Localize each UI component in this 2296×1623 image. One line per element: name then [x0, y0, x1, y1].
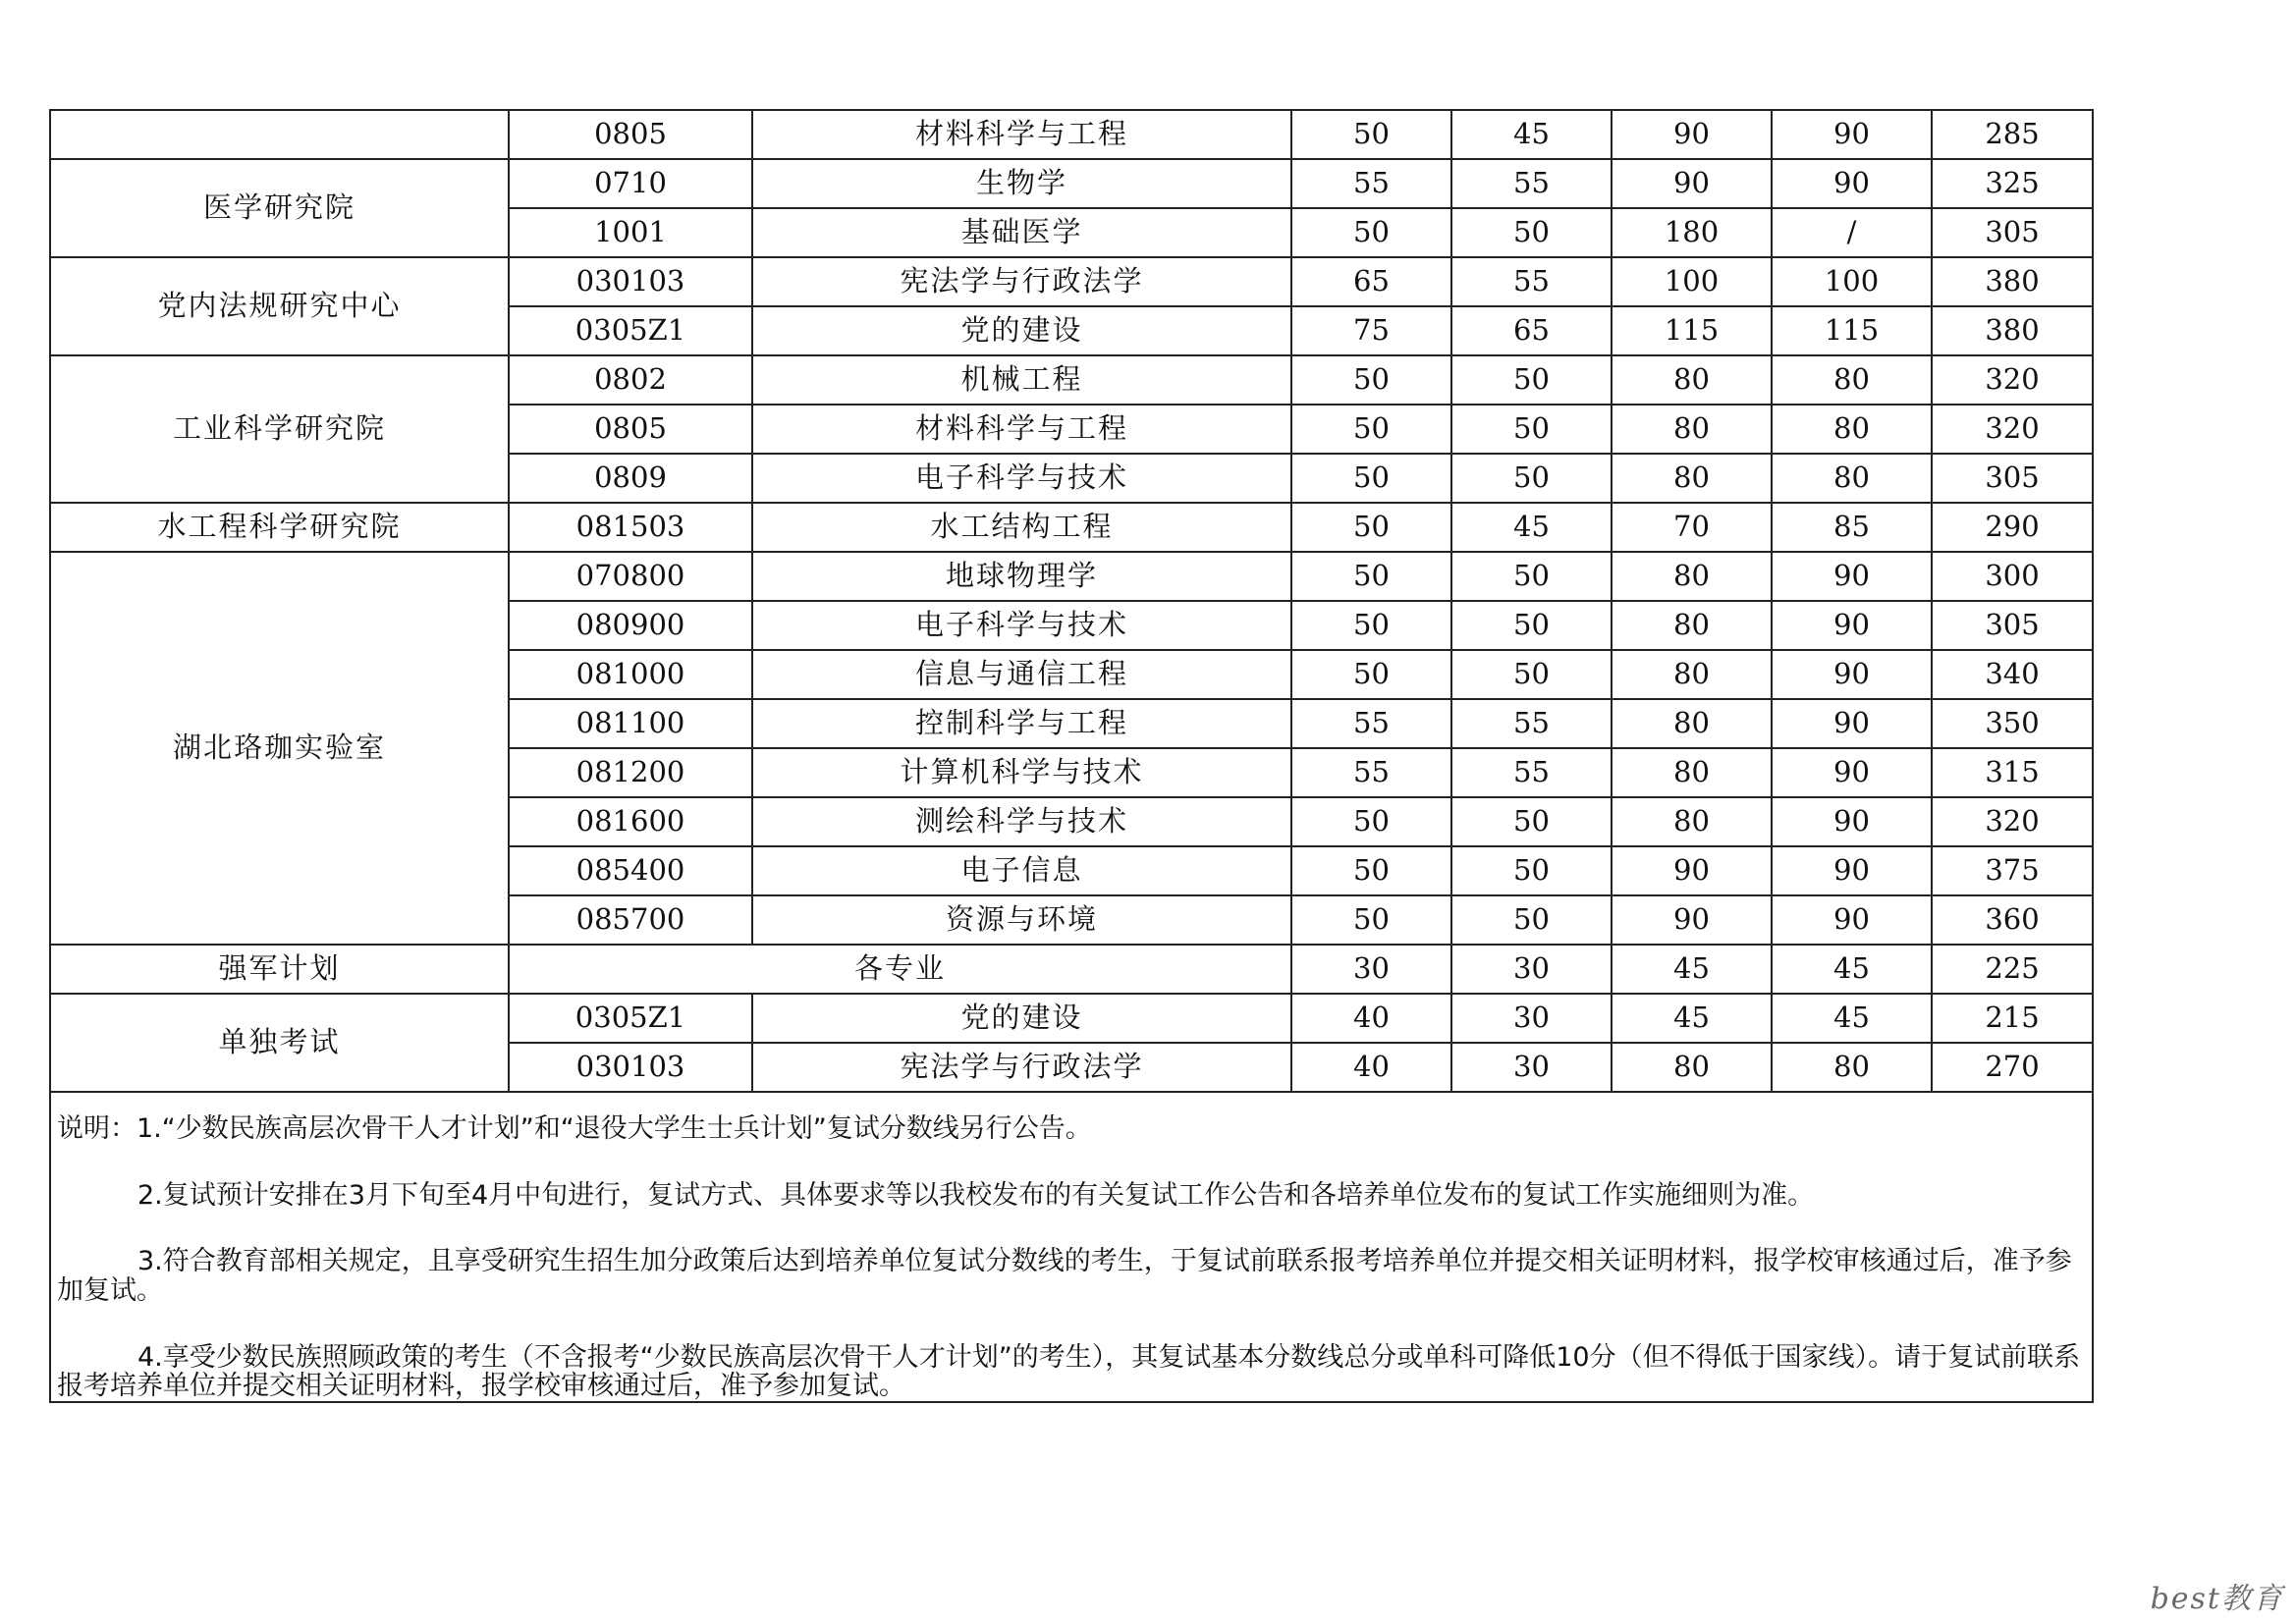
- score-cell: 30: [1451, 945, 1612, 994]
- score-cell: 50: [1451, 552, 1612, 601]
- score-cell: 50: [1291, 846, 1451, 895]
- note-3: 3.符合教育部相关规定，且享受研究生招生加分政策后达到培养单位复试分数线的考生，于复试前联系报考培养单位并提交相关证明材料，报学校审核通过后，准予参加复试。: [57, 1246, 2072, 1307]
- total-cell: 305: [1932, 454, 2093, 503]
- score-cell: 55: [1291, 159, 1451, 208]
- unit-cell: 工业科学研究院: [50, 355, 509, 503]
- score-cell: 100: [1612, 257, 1772, 306]
- score-cell: 115: [1772, 306, 1932, 355]
- score-cell: 50: [1291, 110, 1451, 159]
- score-cell: 90: [1772, 110, 1932, 159]
- score-cell: 90: [1772, 797, 1932, 846]
- total-cell: 380: [1932, 306, 2093, 355]
- score-cell: 50: [1291, 552, 1451, 601]
- score-cell: 55: [1291, 748, 1451, 797]
- score-cell: 90: [1612, 159, 1772, 208]
- total-cell: 215: [1932, 994, 2093, 1043]
- score-cell: 90: [1772, 699, 1932, 748]
- major-cell: 党的建设: [752, 306, 1291, 355]
- code-cell: 085700: [509, 895, 752, 945]
- score-cell: 80: [1612, 748, 1772, 797]
- total-cell: 300: [1932, 552, 2093, 601]
- score-cell: 180: [1612, 208, 1772, 257]
- unit-cell: 水工程科学研究院: [50, 503, 509, 552]
- table-row: [50, 945, 2093, 994]
- score-cell: 50: [1291, 405, 1451, 454]
- notes-cell: [50, 1092, 2093, 1402]
- total-cell: 325: [1932, 159, 2093, 208]
- total-cell: 375: [1932, 846, 2093, 895]
- score-cell: 55: [1451, 159, 1612, 208]
- score-cell: 80: [1612, 797, 1772, 846]
- score-cell: 50: [1291, 650, 1451, 699]
- major-cell: 电子科学与技术: [752, 601, 1291, 650]
- code-cell: 030103: [509, 257, 752, 306]
- major-cell: 材料科学与工程: [752, 405, 1291, 454]
- code-cell: 0710: [509, 159, 752, 208]
- notes-row: [50, 1092, 2093, 1402]
- table-row: [50, 552, 2093, 601]
- score-cell: 50: [1291, 355, 1451, 405]
- score-cell: 45: [1772, 994, 1932, 1043]
- score-cell: 80: [1612, 1043, 1772, 1092]
- unit-cell: 强军计划: [50, 945, 509, 994]
- score-cell: 80: [1772, 355, 1932, 405]
- table-row: [50, 110, 2093, 159]
- code-cell: 0305Z1: [509, 306, 752, 355]
- score-cell: 65: [1451, 306, 1612, 355]
- score-cell: 55: [1451, 748, 1612, 797]
- major-merged-cell: 各专业: [509, 945, 1291, 994]
- score-cell: 30: [1451, 994, 1612, 1043]
- score-cell: 45: [1451, 110, 1612, 159]
- score-table: [49, 109, 2094, 1403]
- major-cell: 水工结构工程: [752, 503, 1291, 552]
- score-cell: 75: [1291, 306, 1451, 355]
- score-cell: 45: [1772, 945, 1932, 994]
- note-4: 4.享受少数民族照顾政策的考生（不含报考“少数民族高层次骨干人才计划”的考生），其复试基本分数线总分或单科可降低10分（但不得低于国家线）。请于复试前联系报考培养单位并提交相关证明材料，报学校审核通过后，准予参加复试。: [57, 1341, 2081, 1402]
- table-row: [50, 159, 2093, 208]
- table-row: [50, 355, 2093, 405]
- score-cell: 45: [1612, 945, 1772, 994]
- code-cell: 0805: [509, 405, 752, 454]
- score-table-body: [50, 110, 2093, 1092]
- score-cell: /: [1772, 208, 1932, 257]
- score-cell: 80: [1772, 1043, 1932, 1092]
- score-cell: 80: [1612, 601, 1772, 650]
- score-cell: 50: [1291, 503, 1451, 552]
- score-cell: 90: [1612, 846, 1772, 895]
- watermark-text: best教育: [2150, 1582, 2284, 1616]
- score-cell: 45: [1451, 503, 1612, 552]
- major-cell: 宪法学与行政法学: [752, 1043, 1291, 1092]
- score-cell: 50: [1291, 895, 1451, 945]
- total-cell: 320: [1932, 405, 2093, 454]
- score-cell: 50: [1451, 846, 1612, 895]
- total-cell: 350: [1932, 699, 2093, 748]
- score-cell: 30: [1451, 1043, 1612, 1092]
- score-cell: 40: [1291, 1043, 1451, 1092]
- score-cell: 55: [1451, 257, 1612, 306]
- major-cell: 材料科学与工程: [752, 110, 1291, 159]
- score-cell: 90: [1772, 895, 1932, 945]
- score-cell: 90: [1772, 846, 1932, 895]
- score-cell: 80: [1612, 405, 1772, 454]
- score-cell: 90: [1772, 601, 1932, 650]
- major-cell: 控制科学与工程: [752, 699, 1291, 748]
- score-cell: 90: [1612, 895, 1772, 945]
- code-cell: 085400: [509, 846, 752, 895]
- unit-cell: [50, 110, 509, 159]
- code-cell: 081000: [509, 650, 752, 699]
- code-cell: 070800: [509, 552, 752, 601]
- score-cell: 85: [1772, 503, 1932, 552]
- score-cell: 90: [1772, 552, 1932, 601]
- major-cell: 电子科学与技术: [752, 454, 1291, 503]
- code-cell: 0809: [509, 454, 752, 503]
- score-cell: 50: [1451, 208, 1612, 257]
- code-cell: 1001: [509, 208, 752, 257]
- code-cell: 081200: [509, 748, 752, 797]
- major-cell: 机械工程: [752, 355, 1291, 405]
- total-cell: 340: [1932, 650, 2093, 699]
- major-cell: 测绘科学与技术: [752, 797, 1291, 846]
- score-cell: 80: [1612, 650, 1772, 699]
- score-cell: 90: [1612, 110, 1772, 159]
- score-cell: 50: [1451, 405, 1612, 454]
- score-cell: 115: [1612, 306, 1772, 355]
- score-cell: 50: [1451, 454, 1612, 503]
- total-cell: 285: [1932, 110, 2093, 159]
- score-cell: 80: [1612, 552, 1772, 601]
- score-cell: 50: [1451, 797, 1612, 846]
- unit-cell: 医学研究院: [50, 159, 509, 257]
- score-cell: 90: [1772, 159, 1932, 208]
- code-cell: 080900: [509, 601, 752, 650]
- total-cell: 290: [1932, 503, 2093, 552]
- score-cell: 40: [1291, 994, 1451, 1043]
- score-cell: 80: [1772, 454, 1932, 503]
- code-cell: 030103: [509, 1043, 752, 1092]
- major-cell: 资源与环境: [752, 895, 1291, 945]
- major-cell: 地球物理学: [752, 552, 1291, 601]
- unit-cell: 党内法规研究中心: [50, 257, 509, 355]
- total-cell: 320: [1932, 797, 2093, 846]
- code-cell: 0805: [509, 110, 752, 159]
- score-cell: 50: [1291, 208, 1451, 257]
- score-cell: 50: [1451, 355, 1612, 405]
- code-cell: 081600: [509, 797, 752, 846]
- total-cell: 380: [1932, 257, 2093, 306]
- score-cell: 80: [1612, 454, 1772, 503]
- table-row: [50, 994, 2093, 1043]
- score-cell: 55: [1291, 699, 1451, 748]
- major-cell: 党的建设: [752, 994, 1291, 1043]
- note-2: 2.复试预计安排在3月下旬至4月中旬进行，复试方式、具体要求等以我校发布的有关复试工作公告和各培养单位发布的复试工作实施细则为准。: [137, 1179, 1815, 1211]
- score-cell: 70: [1612, 503, 1772, 552]
- score-cell: 30: [1291, 945, 1451, 994]
- total-cell: 270: [1932, 1043, 2093, 1092]
- score-cell: 100: [1772, 257, 1932, 306]
- major-cell: 宪法学与行政法学: [752, 257, 1291, 306]
- score-cell: 90: [1772, 650, 1932, 699]
- score-cell: 80: [1612, 355, 1772, 405]
- score-cell: 50: [1291, 601, 1451, 650]
- score-cell: 50: [1451, 601, 1612, 650]
- table-row: [50, 257, 2093, 306]
- total-cell: 360: [1932, 895, 2093, 945]
- total-cell: 315: [1932, 748, 2093, 797]
- major-cell: 基础医学: [752, 208, 1291, 257]
- major-cell: 生物学: [752, 159, 1291, 208]
- score-cell: 65: [1291, 257, 1451, 306]
- score-cell: 50: [1451, 650, 1612, 699]
- score-cell: 45: [1612, 994, 1772, 1043]
- note-1: 说明：1.“少数民族高层次骨干人才计划”和“退役大学生士兵计划”复试分数线另行公告。: [57, 1113, 1092, 1144]
- total-cell: 305: [1932, 601, 2093, 650]
- score-cell: 80: [1612, 699, 1772, 748]
- score-cell: 50: [1291, 454, 1451, 503]
- code-cell: 0802: [509, 355, 752, 405]
- score-cell: 50: [1291, 797, 1451, 846]
- total-cell: 305: [1932, 208, 2093, 257]
- code-cell: 081503: [509, 503, 752, 552]
- total-cell: 320: [1932, 355, 2093, 405]
- total-cell: 225: [1932, 945, 2093, 994]
- unit-cell: 湖北珞珈实验室: [50, 552, 509, 945]
- major-cell: 电子信息: [752, 846, 1291, 895]
- major-cell: 信息与通信工程: [752, 650, 1291, 699]
- score-cell: 50: [1451, 895, 1612, 945]
- unit-cell: 单独考试: [50, 994, 509, 1092]
- score-cell: 90: [1772, 748, 1932, 797]
- score-cell: 55: [1451, 699, 1612, 748]
- score-cell: 80: [1772, 405, 1932, 454]
- major-cell: 计算机科学与技术: [752, 748, 1291, 797]
- code-cell: 0305Z1: [509, 994, 752, 1043]
- code-cell: 081100: [509, 699, 752, 748]
- table-row: [50, 503, 2093, 552]
